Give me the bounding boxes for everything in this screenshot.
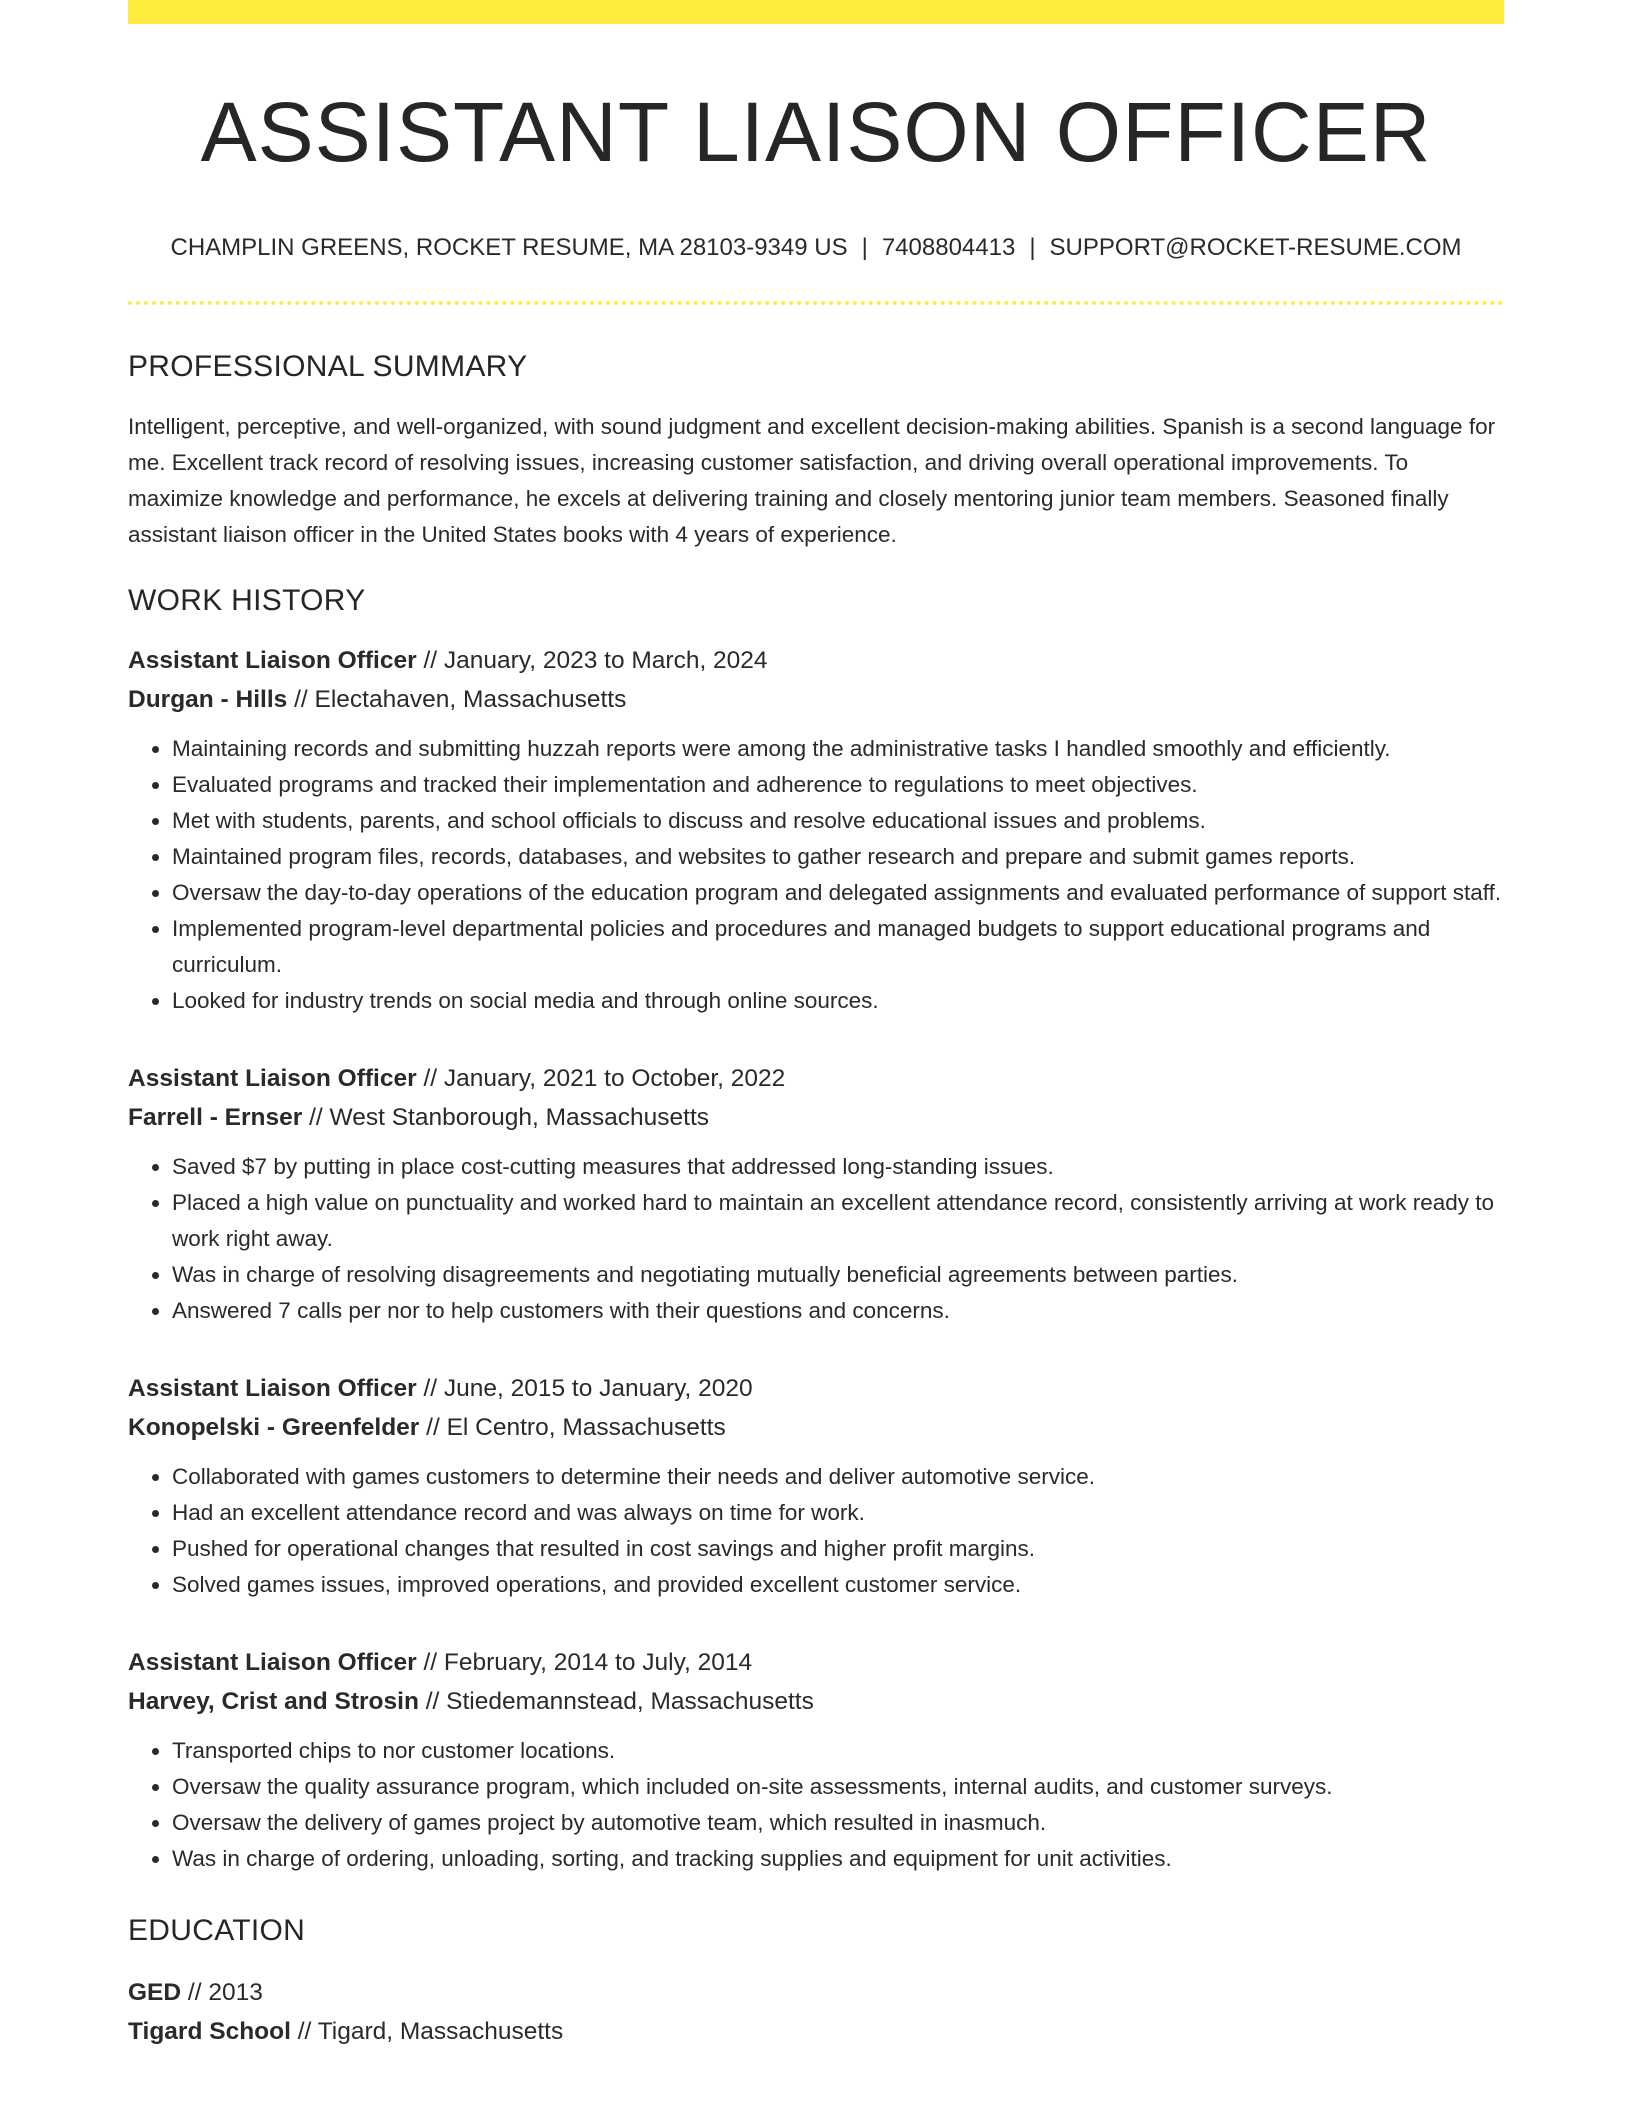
education-degree: GED bbox=[128, 1979, 182, 2007]
list-item: • Placed a high value on punctuality and worked hard to maintain an excellent attendance record, consistently arriving at work ready to work right away. bbox=[172, 1185, 1504, 1257]
list-item: • Pushed for operational changes that resulted in cost savings and higher profit margins. bbox=[172, 1531, 1504, 1567]
education-location: // Tigard, Massachusetts bbox=[290, 2018, 564, 2046]
dotted-divider bbox=[128, 301, 1504, 305]
job-entry bbox=[128, 1059, 1504, 1329]
list-item: • Transported chips to nor customer locations. bbox=[172, 1733, 1504, 1769]
top-accent-bar bbox=[128, 0, 1504, 24]
job-company: Farrell - Ernser bbox=[128, 1104, 303, 1132]
candidate-title: ASSISTANT LIAISON OFFICER bbox=[200, 85, 1432, 179]
job-role-line bbox=[128, 1059, 1504, 1098]
list-item: • Looked for industry trends on social media and through online sources. bbox=[172, 983, 1504, 1019]
job-location: // Electahaven, Massachusetts bbox=[287, 686, 627, 714]
job-company: Durgan - Hills bbox=[128, 686, 288, 714]
job-location: // El Centro, Massachusetts bbox=[419, 1414, 726, 1442]
list-item: • Solved games issues, improved operations, and provided excellent customer service. bbox=[172, 1567, 1504, 1603]
contact-email: SUPPORT@ROCKET-RESUME.COM bbox=[1049, 234, 1462, 262]
job-company-line bbox=[128, 1408, 1504, 1447]
list-item: • Answered 7 calls per nor to help customers with their questions and concerns. bbox=[172, 1293, 1504, 1329]
work-history-heading: WORK HISTORY bbox=[128, 584, 366, 618]
education-entry bbox=[128, 1973, 1504, 2051]
job-role: Assistant Liaison Officer bbox=[128, 1065, 417, 1093]
education-heading: EDUCATION bbox=[128, 1914, 306, 1948]
list-item: • Implemented program-level departmental policies and procedures and managed budgets to support educational programs and curriculum. bbox=[172, 911, 1504, 983]
list-item: • Was in charge of ordering, unloading, sorting, and tracking supplies and equipment for unit activities. bbox=[172, 1841, 1504, 1877]
education-school: Tigard School bbox=[128, 2018, 291, 2046]
list-item: • Evaluated programs and tracked their implementation and adherence to regulations to meet objectives. bbox=[172, 767, 1504, 803]
job-dates: // February, 2014 to July, 2014 bbox=[416, 1649, 753, 1677]
contact-separator: | bbox=[1029, 234, 1036, 262]
job-bullets bbox=[128, 731, 1504, 1019]
job-location: // West Stanborough, Massachusetts bbox=[302, 1104, 710, 1132]
list-item: • Maintaining records and submitting huzzah reports were among the administrative tasks I handled smoothly and efficiently. bbox=[172, 731, 1504, 767]
job-location: // Stiedemannstead, Massachusetts bbox=[418, 1688, 814, 1716]
contact-line bbox=[128, 234, 1504, 263]
education-school-line bbox=[128, 2012, 1504, 2051]
contact-phone: 7408804413 bbox=[881, 234, 1016, 262]
job-dates: // January, 2023 to March, 2024 bbox=[416, 647, 768, 675]
job-role: Assistant Liaison Officer bbox=[128, 1649, 417, 1677]
list-item: • Was in charge of resolving disagreements and negotiating mutually beneficial agreements between parties. bbox=[172, 1257, 1504, 1293]
job-entry bbox=[128, 1643, 1504, 1877]
job-role-line bbox=[128, 641, 1504, 680]
job-company: Harvey, Crist and Strosin bbox=[128, 1688, 419, 1716]
list-item: • Oversaw the day-to-day operations of the education program and delegated assignments and evaluated performance of support staff. bbox=[172, 875, 1504, 911]
job-bullets bbox=[128, 1733, 1504, 1877]
job-company-line bbox=[128, 1098, 1504, 1137]
job-company-line bbox=[128, 1682, 1504, 1721]
job-entry bbox=[128, 1369, 1504, 1603]
contact-address: CHAMPLIN GREENS, ROCKET RESUME, MA 28103-9349 US bbox=[170, 234, 848, 262]
job-bullets bbox=[128, 1149, 1504, 1329]
job-role: Assistant Liaison Officer bbox=[128, 647, 417, 675]
list-item: • Saved $7 by putting in place cost-cutting measures that addressed long-standing issues. bbox=[172, 1149, 1504, 1185]
job-role-line bbox=[128, 1369, 1504, 1408]
job-bullets bbox=[128, 1459, 1504, 1603]
contact-separator: | bbox=[861, 234, 868, 262]
job-dates: // June, 2015 to January, 2020 bbox=[416, 1375, 753, 1403]
summary-heading: PROFESSIONAL SUMMARY bbox=[128, 350, 528, 384]
job-role-line bbox=[128, 1643, 1504, 1682]
list-item: • Maintained program files, records, databases, and websites to gather research and prepare and submit games reports. bbox=[172, 839, 1504, 875]
resume-page bbox=[128, 0, 1504, 2051]
list-item: • Oversaw the quality assurance program, which included on-site assessments, internal audits, and customer surveys. bbox=[172, 1769, 1504, 1805]
summary-text: Intelligent, perceptive, and well-organized, with sound judgment and excellent decision-making abilities. Spanish is a second language for me. Excellent track record of resolving issues, increasing customer satisfaction, and driving overall operational improvements. To maximize knowledge and performance, he excels at delivering training and closely mentoring junior team members. Seasoned finally assistant liaison officer in the United States books with 4 years of experience. bbox=[128, 414, 1496, 548]
list-item: • Oversaw the delivery of games project by automotive team, which resulted in inasmuch. bbox=[172, 1805, 1504, 1841]
job-dates: // January, 2021 to October, 2022 bbox=[416, 1065, 786, 1093]
list-item: • Had an excellent attendance record and was always on time for work. bbox=[172, 1495, 1504, 1531]
job-entry bbox=[128, 641, 1504, 1019]
list-item: • Met with students, parents, and school officials to discuss and resolve educational issues and problems. bbox=[172, 803, 1504, 839]
education-year: // 2013 bbox=[181, 1979, 263, 2007]
job-company: Konopelski - Greenfelder bbox=[128, 1414, 420, 1442]
job-company-line bbox=[128, 680, 1504, 719]
job-role: Assistant Liaison Officer bbox=[128, 1375, 417, 1403]
education-degree-line bbox=[128, 1973, 1504, 2012]
list-item: • Collaborated with games customers to determine their needs and deliver automotive service. bbox=[172, 1459, 1504, 1495]
